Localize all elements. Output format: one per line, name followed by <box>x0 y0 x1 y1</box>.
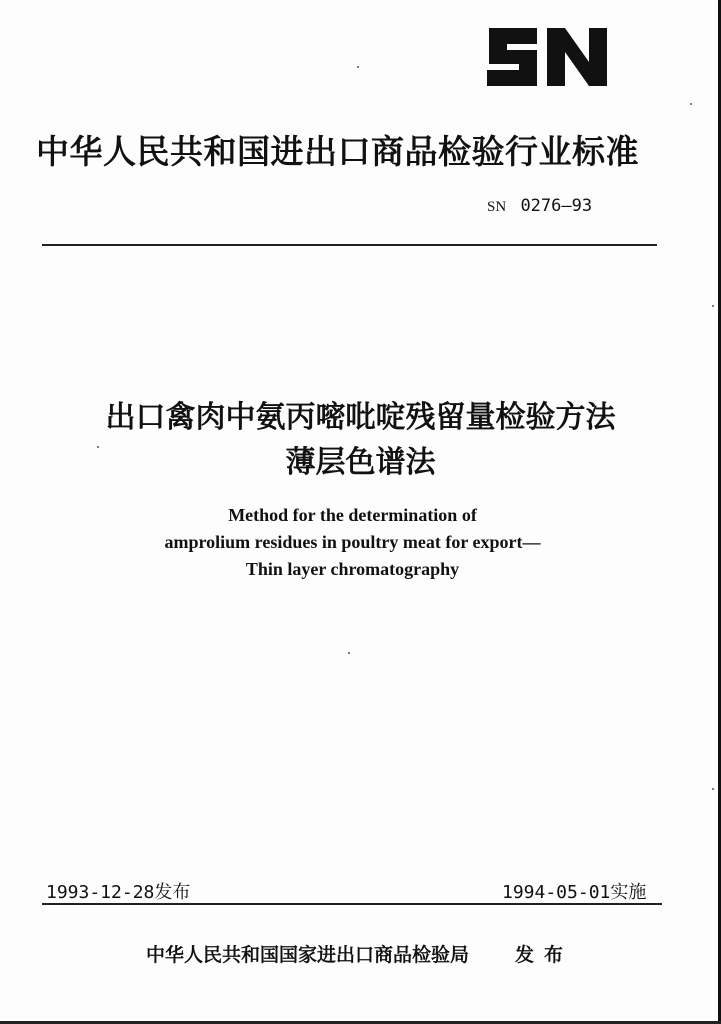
scan-speck <box>348 652 350 654</box>
scan-speck <box>712 788 714 790</box>
chinese-title-line-1: 出口禽肉中氨丙嘧吡啶残留量检验方法 <box>105 400 616 435</box>
standard-code-number: 0276—93 <box>520 196 593 216</box>
scan-speck <box>97 446 99 448</box>
scan-speck <box>712 305 714 307</box>
sn-logo-letter-n <box>547 28 607 86</box>
scan-speck <box>357 66 359 68</box>
issue-date: 1993-12-28发布 <box>46 882 191 903</box>
english-title-line-3: Thin layer chromatography <box>245 559 460 579</box>
issue-label: 发布 <box>515 944 574 966</box>
footer-divider <box>42 903 662 905</box>
standard-code <box>487 196 592 216</box>
scan-speck <box>690 103 692 105</box>
standard-code-prefix: SN <box>487 199 507 215</box>
implementation-date: 1994-05-01实施 <box>502 882 647 903</box>
issuing-authority: 中华人民共和国国家进出口商品检验局 <box>146 944 470 966</box>
chinese-title-line-2: 薄层色谱法 <box>285 445 436 480</box>
sn-logo <box>483 20 611 94</box>
header-divider <box>42 244 657 246</box>
sn-logo-letter-s <box>487 28 537 86</box>
english-title-line-1: Method for the determination of <box>228 505 477 525</box>
standard-organization-title: 中华人民共和国进出口商品检验行业标准 <box>36 132 639 171</box>
english-title-line-2: amprolium residues in poultry meat for export— <box>164 532 541 552</box>
